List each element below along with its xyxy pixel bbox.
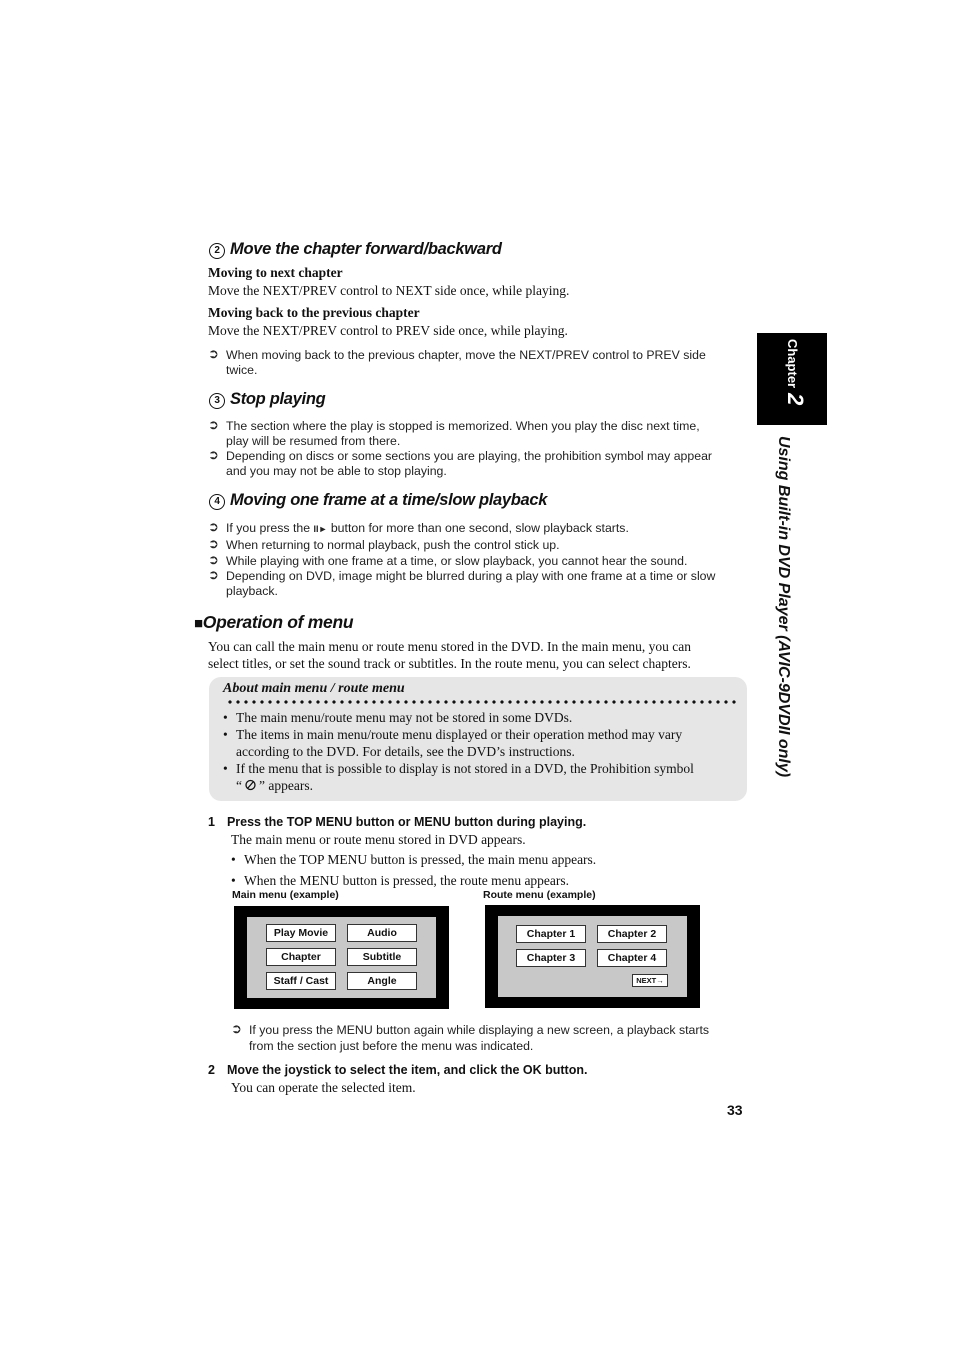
page-number: 33 (727, 1102, 743, 1118)
note-text: The section where the play is stopped is memorized. When you play the disc next time, (226, 419, 700, 433)
arrow-icon: ➲ (208, 536, 219, 551)
section-title: Moving one frame at a time/slow playback (230, 491, 548, 509)
note-text: button for more than one second, slow playback starts. (330, 521, 629, 535)
section-2-heading (209, 240, 502, 259)
step-1-text: The main menu or route menu stored in DVD appears. (231, 832, 526, 847)
bullet-text: “ (236, 778, 242, 793)
chapter-tab-label (782, 339, 808, 405)
square-bullet-icon: ■ (194, 615, 203, 632)
menu-item-angle: Angle (347, 972, 417, 990)
operation-title: Operation of menu (202, 612, 354, 632)
section-number: 2 (209, 243, 225, 259)
arrow-icon: ➲ (231, 1021, 242, 1036)
arrow-icon: ➲ (208, 447, 219, 462)
note-text: twice. (226, 362, 258, 377)
arrow-icon: ➲ (208, 417, 219, 432)
menu-item-chapter-4: Chapter 4 (597, 949, 667, 967)
note (208, 417, 712, 478)
bullet-text: When the TOP MENU button is pressed, the main menu appears. (244, 852, 597, 867)
operation-intro (208, 638, 691, 672)
section-number: 4 (209, 494, 225, 510)
menu-item-audio: Audio (347, 924, 417, 942)
section-title: Stop playing (230, 390, 326, 408)
menu-screen (247, 917, 436, 998)
note-text: Depending on discs or some sections you are playing, the prohibition symbol may appear (226, 449, 712, 463)
note-text: from the section just before the menu was indicated. (249, 1039, 534, 1053)
side-running-title: Using Built-in DVD Player (AVIC-9DVDII only) (775, 436, 792, 778)
note-text: playback. (226, 583, 278, 598)
body-text: select titles, or set the sound track or subtitles. In the route menu, you can select chapters. (208, 656, 691, 671)
prohibition-icon (244, 779, 257, 791)
arrow-icon: ➲ (208, 346, 219, 361)
body-text: Move the NEXT/PREV control to NEXT side once, while playing. (208, 283, 570, 298)
menu-screen (498, 916, 687, 997)
step-2 (208, 1063, 587, 1077)
route-menu-example (485, 905, 700, 1008)
step-title: Move the joystick to select the item, and click the OK button. (226, 1063, 588, 1077)
step-1-bullet: • When the MENU button is pressed, the route menu appears. (231, 873, 570, 888)
main-menu-caption: Main menu (example) (232, 889, 339, 901)
chapter-tab (757, 333, 827, 425)
body-text: You can call the main menu or route menu stored in the DVD. In the main menu, you can (208, 639, 692, 654)
menu-item-subtitle: Subtitle (347, 948, 417, 966)
chapter-number: 2 (783, 393, 808, 406)
menu-next-button: NEXT→ (632, 974, 668, 987)
note-text: Depending on DVD, image might be blurred during a play with one frame at a time or slow (226, 569, 716, 583)
box-title: About main menu / route menu (223, 681, 405, 696)
route-menu-caption: Route menu (example) (483, 889, 596, 901)
section-title: Move the chapter forward/backward (230, 240, 502, 258)
dotted-divider (226, 699, 736, 705)
bullet-text: When the MENU button is pressed, the route menu appears. (244, 873, 570, 888)
menu-item-chapter-3: Chapter 3 (516, 949, 586, 967)
step-number: 1 (208, 815, 215, 829)
arrow-icon: ➲ (208, 552, 219, 567)
subheading-next-chapter: Moving to next chapter (208, 265, 343, 280)
operation-heading (194, 612, 353, 633)
section-number: 3 (209, 393, 225, 409)
bullet-text: The items in main menu/route menu displayed or their operation method may vary (236, 727, 683, 742)
note-text: If you press the (226, 521, 311, 535)
note-text: If you press the MENU button again while displaying a new screen, a playback starts (249, 1023, 710, 1037)
section-4-heading (209, 491, 547, 510)
arrow-icon: ➲ (208, 567, 219, 582)
bullet-text: If the menu that is possible to display is not stored in a DVD, the Prohibition symbol (236, 761, 694, 776)
menu-item-chapter-2: Chapter 2 (597, 925, 667, 943)
main-menu-example (234, 906, 449, 1009)
bullet-text: ” appears. (259, 778, 313, 793)
arrow-icon: ➲ (208, 519, 219, 534)
note (208, 346, 706, 377)
note-text: While playing with one frame at a time, or slow playback, you cannot hear the sound. (226, 554, 688, 568)
menu-item-play-movie: Play Movie (266, 924, 336, 942)
step-1-bullet: • When the TOP MENU button is pressed, the main menu appears. (231, 852, 597, 867)
note-text: When moving back to the previous chapter, move the NEXT/PREV control to PREV side (226, 348, 706, 362)
pause-play-icon: II► (313, 524, 328, 534)
step-number: 2 (208, 1063, 215, 1077)
about-menu-box (209, 677, 747, 801)
menu-item-chapter-1: Chapter 1 (516, 925, 586, 943)
subheading-previous-chapter: Moving back to the previous chapter (208, 305, 420, 320)
step-title: Press the TOP MENU button or MENU button during playing. (226, 815, 587, 829)
chapter-label: Chapter (785, 339, 800, 389)
note-text: and you may not be able to stop playing. (226, 463, 447, 478)
step-2-text: You can operate the selected item. (231, 1080, 416, 1095)
menu-item-chapter: Chapter (266, 948, 336, 966)
step-1 (208, 815, 586, 829)
body-text: Move the NEXT/PREV control to PREV side once, while playing. (208, 323, 568, 338)
menu-item-staff-cast: Staff / Cast (266, 972, 336, 990)
box-bullets: • The main menu/route menu may not be stored in some DVDs. • The items in main menu/route menu displayed or their operation method may vary according to the DVD. For details, see the DVD’s instructions. • If the menu that is possible to display is not stored in a DVD, the Prohibition symbol “ ” appears. (223, 710, 694, 793)
note (231, 1021, 710, 1054)
note-text: play will be resumed from there. (226, 433, 401, 448)
bullet-text: according to the DVD. For details, see the DVD’s instructions. (236, 744, 575, 759)
bullet-text: The main menu/route menu may not be stored in some DVDs. (236, 710, 573, 725)
note-text: When returning to normal playback, push the control stick up. (226, 538, 560, 552)
section-3-heading (209, 390, 325, 409)
note (208, 519, 716, 598)
